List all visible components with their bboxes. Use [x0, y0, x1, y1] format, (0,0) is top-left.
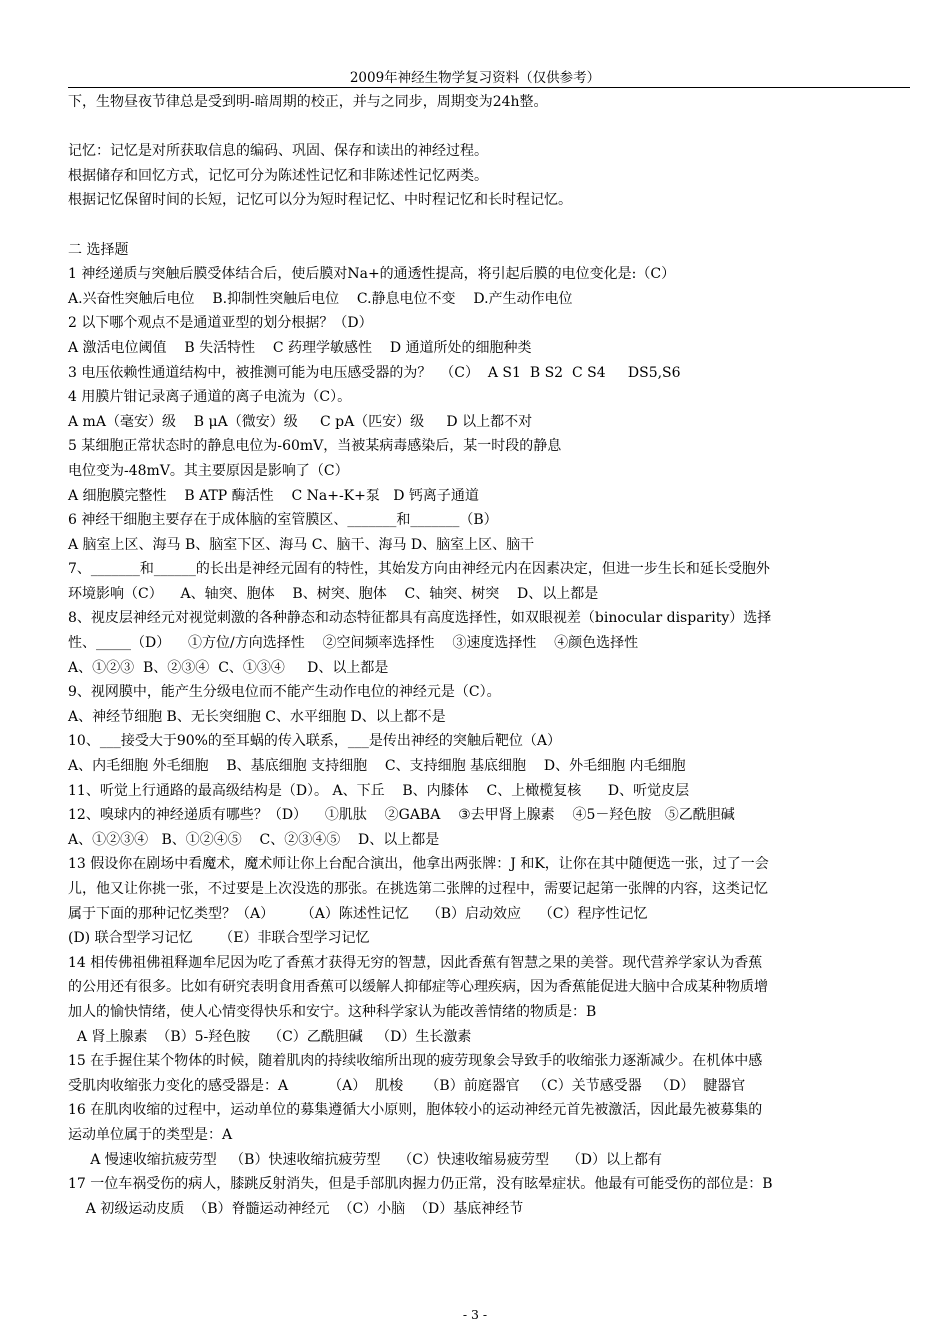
- text-line: 11、听觉上行通路的最高级结构是（D）。 A、下丘 B、内膝体 C、上橄榄复核 D、听觉皮层: [68, 782, 690, 799]
- text-line: 3 电压依赖性通道结构中，被推测可能为电压感受器的为？ （C） A S1 B S2 C S4 DS5,S6: [68, 364, 681, 381]
- text-line: A、神经节细胞 B、无长突细胞 C、水平细胞 D、以上都不是: [68, 708, 446, 725]
- text-line: A 激活电位阈值 B 失活特性 C 药理学敏感性 D 通道所处的细胞种类: [68, 339, 532, 356]
- text-line: 加人的愉快情绪，使人心情变得快乐和安宁。这种科学家认为能改善情绪的物质是：B: [68, 1003, 597, 1020]
- text-line: 4 用膜片钳记录离子通道的离子电流为（C）。: [68, 389, 352, 406]
- text-line: 6 神经干细胞主要存在于成体脑的室管膜区、_______和_______（B）: [68, 512, 498, 529]
- text-line: 8、视皮层神经元对视觉刺激的各种静态和动态特征都具有高度选择性，如双眼视差（binocular disparity）选择: [68, 610, 772, 627]
- blank-line: [68, 115, 910, 140]
- text-line: 7、_______和______的长出是神经元固有的特性，其始发方向由神经元内在因素决定，但进一步生长和延长受胞外: [68, 561, 770, 578]
- text-line: 受肌肉收缩张力变化的感受器是：A （A） 肌梭 （B）前庭器官 （C）关节感受器 （D） 腱器官: [68, 1077, 746, 1094]
- text-line: 根据记忆保留时间的长短，记忆可以分为短时程记忆、中时程记忆和长时程记忆。: [68, 192, 572, 209]
- document-body: [68, 90, 910, 1221]
- text-line: A 慢速收缩抗疲劳型 （B）快速收缩抗疲劳型 （C）快速收缩易疲劳型 （D）以上都有: [68, 1151, 662, 1168]
- text-line: 的公用还有很多。比如有研究表明食用香蕉可以缓解人抑郁症等心理疾病，因为香蕉能促进大脑中合成某种物质增: [68, 979, 768, 996]
- text-line: 15 在手握住某个物体的时候，随着肌肉的持续收缩所出现的疲劳现象会导致手的收缩张力逐渐减少。在机体中感: [68, 1053, 763, 1070]
- blank-line: [68, 213, 910, 238]
- text-line: 9、视网膜中，能产生分级电位而不能产生动作电位的神经元是（C）。: [68, 684, 501, 701]
- text-line: 环境影响（C） A、轴突、胞体 B、树突、胞体 C、轴突、树突 D、以上都是: [68, 585, 599, 602]
- text-line: A 细胞膜完整性 B ATP 酶活性 C Na+-K+泵 D 钙离子通道: [68, 487, 479, 504]
- text-line: A、①②③④ B、①②④⑤ C、②③④⑤ D、以上都是: [68, 831, 440, 848]
- text-line: 根据储存和回忆方式，记忆可分为陈述性记忆和非陈述性记忆两类。: [68, 167, 488, 184]
- text-line: 运动单位属于的类型是：A: [68, 1126, 233, 1143]
- header-rule: [68, 87, 910, 88]
- text-line: 属于下面的那种记忆类型？（A） （A）陈述性记忆 （B）启动效应 （C）程序性记忆: [68, 905, 648, 922]
- text-line: 下，生物昼夜节律总是受到明-暗周期的校正，并与之同步，周期变为24h整。: [68, 94, 548, 110]
- text-line: A、①②③ B、②③④ C、①③④ D、以上都是: [68, 659, 389, 676]
- text-line: A、内毛细胞 外毛细胞 B、基底细胞 支持细胞 C、支持细胞 基底细胞 D、外毛细胞 内毛细胞: [68, 758, 686, 775]
- text-line: 17 一位车祸受伤的病人，膝跳反射消失，但是手部肌肉握力仍正常，没有眩晕症状。他最有可能受伤的部位是：B: [68, 1176, 773, 1193]
- text-line: (D) 联合型学习记忆 （E）非联合型学习记忆: [68, 930, 370, 947]
- text-line: 电位变为-48mV。其主要原因是影响了（C）: [68, 462, 349, 479]
- text-line: 5 某细胞正常状态时的静息电位为-60mV，当被某病毒感染后，某一时段的静息: [68, 438, 562, 455]
- text-line: A mA（毫安）级 B μA（微安）级 C pA（匹安）级 D 以上都不对: [68, 413, 533, 430]
- text-line: 10、___接受大于90%的至耳蜗的传入联系，___是传出神经的突触后靶位（A）: [68, 733, 562, 750]
- text-line: 12、嗅球内的神经递质有哪些？（D） ①肌肽 ②GABA ③去甲肾上腺素 ④5－羟色胺 ⑤乙酰胆碱: [68, 807, 735, 824]
- text-line: 二 选择题: [68, 241, 129, 258]
- text-line: 记忆：记忆是对所获取信息的编码、巩固、保存和读出的神经过程。: [68, 143, 488, 160]
- text-line: 2 以下哪个观点不是通道亚型的划分根据？（D）: [68, 315, 373, 332]
- text-line: A 脑室上区、海马 B、脑室下区、海马 C、脑干、海马 D、脑室上区、脑干: [68, 536, 535, 553]
- text-line: A 初级运动皮质 （B）脊髓运动神经元 （C）小脑 （D）基底神经节: [68, 1200, 524, 1217]
- text-line: 13 假设你在剧场中看魔术，魔术师让你上台配合演出，他拿出两张牌：J 和K，让你在其中随便选一张，过了一会: [68, 856, 769, 873]
- text-line: A 肾上腺素 （B）5-羟色胺 （C）乙酰胆碱 （D）生长激素: [68, 1028, 472, 1045]
- text-line: 儿，他又让你挑一张，不过要是上次没选的那张。在挑选第二张牌的过程中，需要记起第一张牌的内容，这类记忆: [68, 881, 768, 897]
- page-header-title: 2009年神经生物学复习资料（仅供参考）: [349, 70, 601, 86]
- text-line: 1 神经递质与突触后膜受体结合后，使后膜对Na+的通透性提高，将引起后膜的电位变化是:（C）: [68, 266, 676, 283]
- page-number: - 3 -: [462, 1307, 488, 1322]
- text-line: 14 相传佛祖佛祖释迦牟尼因为吃了香蕉才获得无穷的智慧，因此香蕉有智慧之果的美誉。现代营养学家认为香蕉: [68, 954, 763, 971]
- text-line: A.兴奋性突触后电位 B.抑制性突触后电位 C.静息电位不变 D.产生动作电位: [68, 290, 573, 307]
- text-line: 16 在肌肉收缩的过程中，运动单位的募集遵循大小原则，胞体较小的运动神经元首先被激活，因此最先被募集的: [68, 1102, 763, 1119]
- text-line: 性、_____（D） ①方位/方向选择性 ②空间频率选择性 ③速度选择性 ④颜色选择性: [68, 635, 639, 652]
